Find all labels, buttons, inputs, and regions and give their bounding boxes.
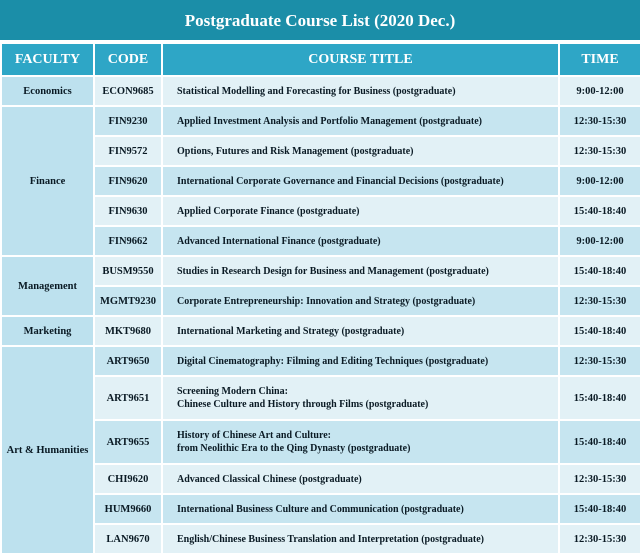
course-title: English/Chinese Business Translation and Interpretation (postgraduate) xyxy=(162,524,559,554)
course-code: ART9655 xyxy=(94,420,162,464)
faculty-cell: Management xyxy=(1,256,94,316)
course-code: ART9650 xyxy=(94,346,162,376)
table-row xyxy=(1,136,640,166)
course-code: LAN9670 xyxy=(94,524,162,554)
course-code: MGMT9230 xyxy=(94,286,162,316)
course-title: Advanced International Finance (postgraduate) xyxy=(162,226,559,256)
table-row xyxy=(1,464,640,494)
course-time: 15:40-18:40 xyxy=(559,420,640,464)
course-time: 15:40-18:40 xyxy=(559,376,640,420)
header-faculty: FACULTY xyxy=(1,43,94,76)
course-table xyxy=(0,42,640,555)
faculty-cell: Marketing xyxy=(1,316,94,346)
course-code: FIN9230 xyxy=(94,106,162,136)
course-time: 12:30-15:30 xyxy=(559,286,640,316)
course-code: FIN9630 xyxy=(94,196,162,226)
course-code: HUM9660 xyxy=(94,494,162,524)
course-code: ART9651 xyxy=(94,376,162,420)
course-title-line-1: Screening Modern China: xyxy=(177,386,288,397)
course-title-line-2: from Neolithic Era to the Qing Dynasty (postgraduate) xyxy=(177,443,411,454)
table-row xyxy=(1,76,640,106)
course-title: Statistical Modelling and Forecasting for Business (postgraduate) xyxy=(162,76,559,106)
course-title xyxy=(162,376,559,420)
table-row xyxy=(1,286,640,316)
course-code: FIN9620 xyxy=(94,166,162,196)
page-title: Postgraduate Course List (2020 Dec.) xyxy=(0,0,640,42)
table-row xyxy=(1,346,640,376)
course-time: 15:40-18:40 xyxy=(559,196,640,226)
course-time: 12:30-15:30 xyxy=(559,346,640,376)
table-row xyxy=(1,256,640,286)
course-time: 15:40-18:40 xyxy=(559,316,640,346)
table-header-row xyxy=(1,43,640,76)
course-title: Corporate Entrepreneurship: Innovation and Strategy (postgraduate) xyxy=(162,286,559,316)
course-title: International Business Culture and Communication (postgraduate) xyxy=(162,494,559,524)
course-title-line-1: History of Chinese Art and Culture: xyxy=(177,430,331,441)
course-title xyxy=(162,420,559,464)
course-time: 12:30-15:30 xyxy=(559,464,640,494)
table-row xyxy=(1,196,640,226)
course-title: Studies in Research Design for Business and Management (postgraduate) xyxy=(162,256,559,286)
course-time: 9:00-12:00 xyxy=(559,76,640,106)
faculty-cell: Finance xyxy=(1,106,94,256)
table-row xyxy=(1,316,640,346)
table-row xyxy=(1,420,640,464)
course-title: Options, Futures and Risk Management (postgraduate) xyxy=(162,136,559,166)
course-title: International Marketing and Strategy (postgraduate) xyxy=(162,316,559,346)
course-code: MKT9680 xyxy=(94,316,162,346)
faculty-cell: Art & Humanities xyxy=(1,346,94,554)
course-time: 15:40-18:40 xyxy=(559,494,640,524)
course-code: ECON9685 xyxy=(94,76,162,106)
course-time: 12:30-15:30 xyxy=(559,524,640,554)
table-row xyxy=(1,524,640,554)
table-row xyxy=(1,106,640,136)
course-time: 9:00-12:00 xyxy=(559,226,640,256)
header-time: TIME xyxy=(559,43,640,76)
table-row xyxy=(1,494,640,524)
course-time: 12:30-15:30 xyxy=(559,136,640,166)
header-course-title: COURSE TITLE xyxy=(162,43,559,76)
course-code: FIN9572 xyxy=(94,136,162,166)
course-title: Advanced Classical Chinese (postgraduate) xyxy=(162,464,559,494)
course-title: Applied Investment Analysis and Portfolio Management (postgraduate) xyxy=(162,106,559,136)
course-time: 15:40-18:40 xyxy=(559,256,640,286)
course-time: 9:00-12:00 xyxy=(559,166,640,196)
course-title-line-2: Chinese Culture and History through Films (postgraduate) xyxy=(177,399,429,410)
course-title: Digital Cinematography: Filming and Editing Techniques (postgraduate) xyxy=(162,346,559,376)
course-title: International Corporate Governance and Financial Decisions (postgraduate) xyxy=(162,166,559,196)
course-time: 12:30-15:30 xyxy=(559,106,640,136)
course-code: CHI9620 xyxy=(94,464,162,494)
course-code: FIN9662 xyxy=(94,226,162,256)
faculty-cell: Economics xyxy=(1,76,94,106)
header-code: CODE xyxy=(94,43,162,76)
course-code: BUSM9550 xyxy=(94,256,162,286)
table-row xyxy=(1,166,640,196)
table-row xyxy=(1,376,640,420)
table-row xyxy=(1,226,640,256)
course-title: Applied Corporate Finance (postgraduate) xyxy=(162,196,559,226)
